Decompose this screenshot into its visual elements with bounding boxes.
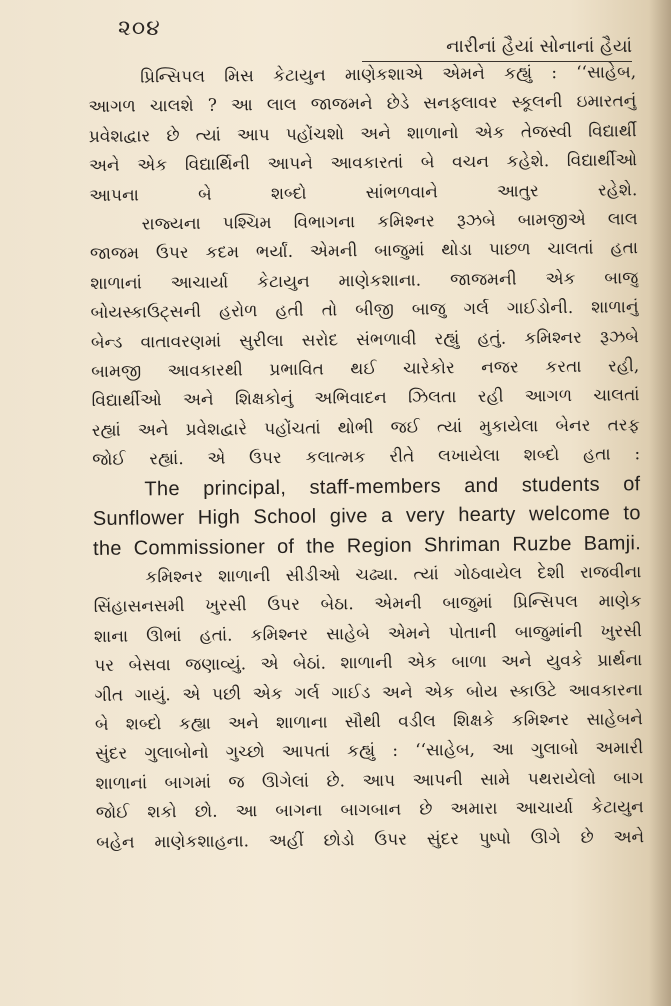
running-head: નારીનાં હૈયાં સોનાનાં હૈયાં xyxy=(362,36,632,62)
text-line: સિંહાસનસમી ખુરસી ઉપર બેઠા. એમની બાજુમાં પ્રિન્સિપલ માણેક xyxy=(93,591,642,618)
text-line: આગળ ચાલશે ? આ લાલ જાજમને છેડે સનફ્લાવર સ્કૂલની ઇમારતનું xyxy=(88,91,637,118)
text-line: રહ્યાં અને પ્રવેશદ્વારે પહોંચતાં થોભી જઈ ત્યાં મુકાયેલા બેનર તરફ xyxy=(91,415,640,441)
page-number: ૨૦૪ xyxy=(118,16,161,41)
text-line: બોયસ્કાઉટ્સની હરોળ હતી તો બીજી બાજુ ગર્લ ગાઈડોની. શાળાનું xyxy=(90,297,639,324)
text-line: ગીત ગાયું. એ પછી એક ગર્લ ગાઈડ અને એક બોય સ્કાઉટે આવકારના xyxy=(94,679,643,706)
text-line: સુંદર ગુલાબોનો ગુચ્છો આપતાં કહ્યું : ‘‘સાહેબ, આ ગુલાબો અમારી xyxy=(95,738,644,765)
english-banner-line: The principal, staff-members and students of xyxy=(144,472,641,501)
text-line: શાળાનાં બાગમાં જ ઊગેલાં છે. આપ આપની સામે પથરાયેલો બાગ xyxy=(95,767,644,794)
text-line: પર બેસવા જણાવ્યું. એ બેઠાં. શાળાની એક બાળા અને યુવકે પ્રાર્થના xyxy=(94,650,643,677)
text-line: જાજમ ઉપર કદમ ભર્યાં. એમની બાજુમાં થોડા પાછળ ચાલતાં હતા xyxy=(89,238,639,265)
text-line: શાળાનાં આચાર્યા કેટાયુન માણેકશાના. જાજમની એક બાજુ xyxy=(90,268,639,294)
text-line: બે શબ્દો કહ્યા અને શાળાના સૌથી વડીલ શિક્ષકે કમિશ્નર સાહેબને xyxy=(94,709,643,735)
text-line: આપના બે શબ્દો સાંભળવાને આતુર રહેશે. xyxy=(89,179,638,206)
text-line: જોઈ શકો છો. આ બાગના બાગબાન છે અમારા આચાર્યા કેટાયુન xyxy=(95,797,644,824)
text-line: બેન્ડ વાતાવરણમાં સુરીલા સરોદ સંભળાવી રહ્યું હતું. કમિશ્નર રૂઝબે xyxy=(90,326,639,353)
text-line: રાજ્યના પશ્ચિમ વિભાગના કમિશ્નર રૂઝબે બામજીએ લાલ xyxy=(141,209,638,235)
text-line: વિદ્યાર્થીઓ અને શિક્ષકોનું અભિવાદન ઝિલતા રહી આગળ ચાલતાં xyxy=(91,385,640,412)
text-line: બામજી આવકારથી પ્રભાવિત થઈ ચારેકોર નજર કરતા રહી, xyxy=(91,356,640,383)
text-line: શાના ઊભાં હતાં. કમિશ્નર સાહેબે એમને પોતાની બાજુમાંની ખુરસી xyxy=(93,620,643,647)
text-line: પ્રિન્સિપલ મિસ કેટાયુન માણેકશાએ એમને કહ્યું : ‘‘સાહેબ, xyxy=(140,62,637,88)
text-line: કમિશ્નર શાળાની સીડીઓ ચઢ્યા. ત્યાં ગોઠવાયેલ દેશી રાજવીના xyxy=(145,562,642,588)
english-banner-line: Sunflower High School give a very hearty welcome to xyxy=(92,502,641,531)
text-line: જોઈ રહ્યાં. એ ઉપર કલાત્મક રીતે લખાયેલા શબ્દો હતા : xyxy=(92,444,641,471)
text-line: બહેન માણેકશાહના. અહીં છોડો ઉપર સુંદર પુષ્પો ઊગે છે અને xyxy=(96,826,645,853)
english-banner-line: the Commissioner of the Region Shriman Ruzbe Bamji. xyxy=(92,531,642,560)
text-line: પ્રવેશદ્વાર છે ત્યાં આપ પહોંચશો અને શાળાનો એક તેજસ્વી વિદ્યાર્થી xyxy=(88,121,637,147)
page-gutter-shadow xyxy=(649,0,671,1006)
body-text xyxy=(88,58,644,858)
text-line: અને એક વિદ્યાર્થિની આપને આવકારતાં બે વચન કહેશે. વિદ્યાર્થીઓ xyxy=(88,150,638,177)
